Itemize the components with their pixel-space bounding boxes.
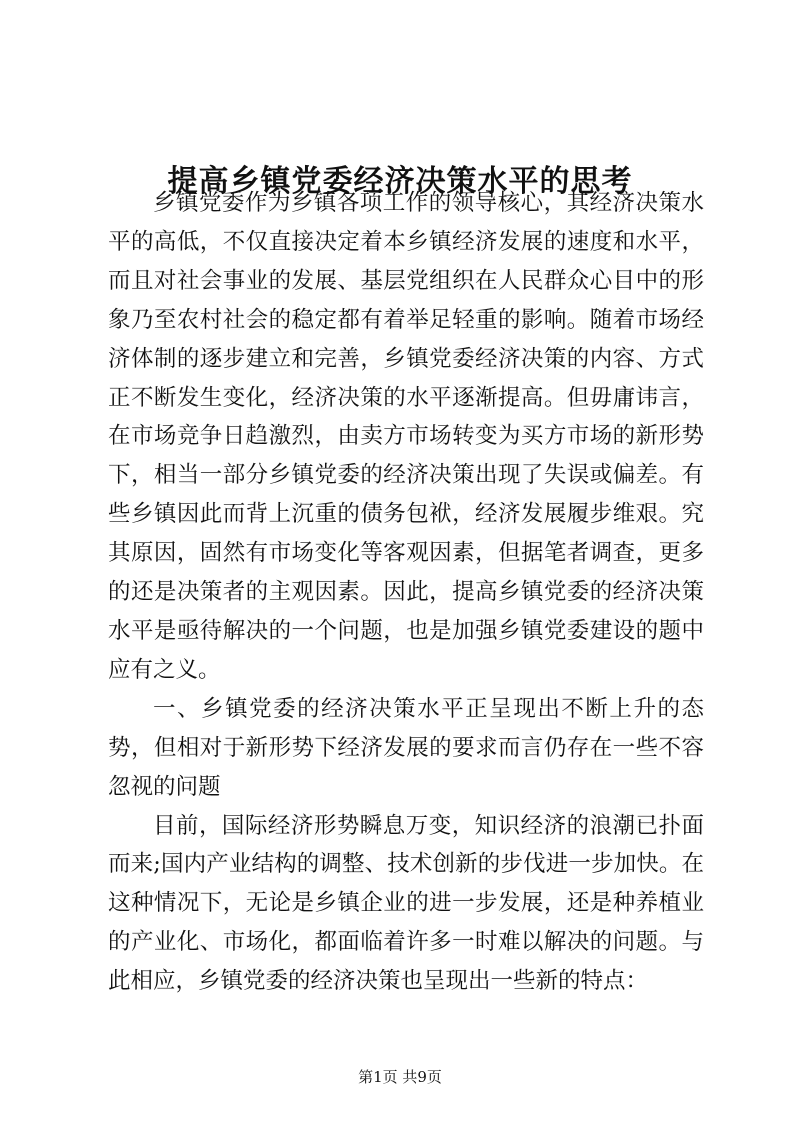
paragraph-current-situation: 目前，国际经济形势瞬息万变，知识经济的浪潮已扑面而来;国内产业结构的调整、技术创新的步伐进一步加快。在这种情况下，无论是乡镇企业的进一步发展，还是种养植业的产业化、市场化，都面临着许多一时难以解决的问题。与此相应，乡镇党委的经济决策也呈现出一些新的特点： [108,812,704,995]
document-title: 提高乡镇党委经济决策水平的思考 [167,164,633,200]
paragraph-intro: 乡镇党委作为乡镇各项工作的领导核心，其经济决策水平的高低，不仅直接决定着本乡镇经济发展的速度和水平，而且对社会事业的发展、基层党组织在人民群众心目中的形象乃至农村社会的稳定都有着举足轻重的影响。随着市场经济体制的逐步建立和完善，乡镇党委经济决策的内容、方式正不断发生变化，经济决策的水平逐渐提高。但毋庸讳言，在市场竞争日趋激烈，由卖方市场转变为买方市场的新形势下，相当一部分乡镇党委的经济决策出现了失误或偏差。有些乡镇因此而背上沉重的债务包袱，经济发展履步维艰。究其原因，固然有市场变化等客观因素，但据笔者调查，更多的还是决策者的主观因素。因此，提高乡镇党委的经济决策水平是亟待解决的一个问题，也是加强乡镇党委建设的题中应有之义。 [108,190,704,683]
document-body [108,184,704,1001]
paragraph-section-heading: 一、乡镇党委的经济决策水平正呈现出不断上升的态势，但相对于新形势下经济发展的要求而言仍存在一些不容忽视的问题 [108,695,704,800]
page-footer [0,1066,800,1088]
page-number: 第1页 共9页 [358,1068,442,1086]
